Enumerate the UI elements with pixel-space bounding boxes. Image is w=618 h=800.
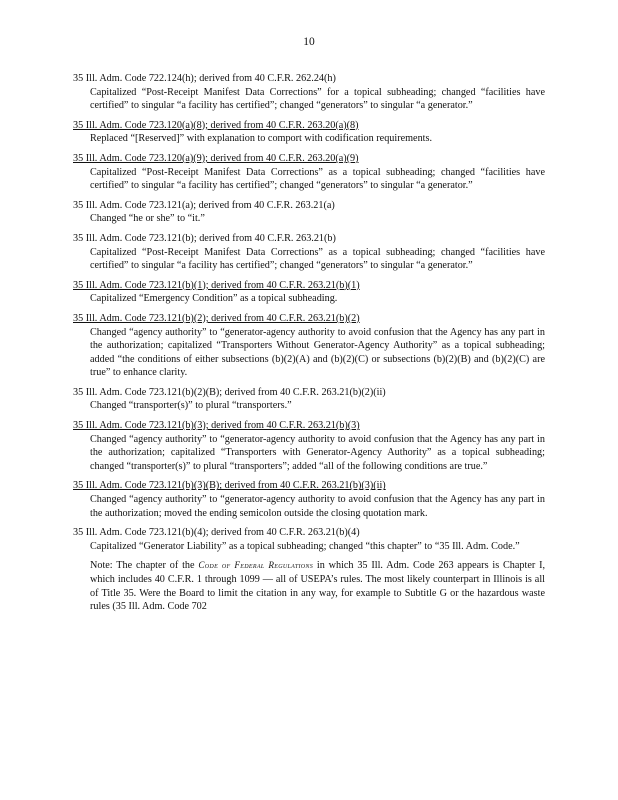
note-paragraph: [73, 559, 545, 613]
entry: [73, 232, 545, 273]
entry-description: Replaced “[Reserved]” with explanation to comport with codification requirements.: [90, 133, 433, 145]
entry-description: Changed “agency authority” to “generator-agency authority to avoid confusion that the Agency has any part in the authorization; moved the ending semicolon outside the closing quotation mark.: [90, 494, 545, 519]
entry-description: Capitalized “Post-Receipt Manifest Data Corrections” as a topical subheading; changed “facilities have certified” to singular “a facility has certified”; changed “generators” to singular “a generator.”: [90, 166, 545, 192]
entry-citation: 35 Ill. Adm. Code 723.121(b)(1); derived from 40 C.F.R. 263.21(b)(1): [73, 279, 360, 291]
note-text: in which 35 Ill. Adm. Code 263 appears is Chapter I, which includes 40 C.F.R. 1 through 1099 — all of USEPA’s rules. The most likely counterpart in Illinois is all of Title 35. Were the Board to limit the citation in any way, for example to Subtitle G or the hazardous waste rules (35 Ill. Adm. Code 702: [90, 560, 546, 613]
entry-citation: 35 Ill. Adm. Code 723.121(b)(2)(B); derived from 40 C.F.R. 263.21(b)(2)(ii): [73, 386, 386, 398]
entry-citation: 35 Ill. Adm. Code 723.121(b)(3); derived from 40 C.F.R. 263.21(b)(3): [73, 420, 360, 432]
entry: [73, 279, 545, 306]
entry-description: Changed “agency authority” to “generator-agency authority to avoid confusion that the Agency has any part in the authorization; capitalized “Transporters Without Generator-Agency Authority” as a topical subheading; added “the conditions of either subsections (b)(2)(A) and (b)(2)(C) or subsections (b)(2)(B) and (b)(2)(C) are true” to enhance clarity.: [90, 326, 545, 379]
entry-description: Capitalized “Post-Receipt Manifest Data Corrections” for a topical subheading; changed “facilities have certified” to singular “a facility has certified”; changed “generators” to singular “a generator.”: [90, 86, 545, 112]
entry-citation: 35 Ill. Adm. Code 723.121(b)(3)(B); derived from 40 C.F.R. 263.21(b)(3)(ii): [73, 480, 386, 492]
entry-description: Capitalized “Post-Receipt Manifest Data Corrections” as a topical subheading; changed “facilities have certified” to singular “a facility has certified”; changed “generators” to singular “a generator.”: [90, 246, 545, 272]
entry-description: Changed “he or she” to “it.”: [90, 213, 205, 225]
page-number: 10: [303, 36, 315, 48]
entry: [73, 72, 545, 113]
entry: [73, 386, 545, 413]
entry-description: Changed “transporter(s)” to plural “transporters.”: [90, 400, 292, 412]
entry-description: Capitalized “Emergency Condition” as a topical subheading.: [90, 293, 338, 305]
entry-description: Changed “agency authority” to “generator-agency authority to avoid confusion that the Agency has any part in the authorization; capitalized “Transporters with Generator-Agency Authority” as a topical subheading; changed “transporter(s)” to plural “transporters”; added “all of the following conditions are true.”: [90, 433, 545, 472]
entry-citation: 35 Ill. Adm. Code 723.121(b)(4); derived from 40 C.F.R. 263.21(b)(4): [73, 527, 360, 539]
entry-citation: 35 Ill. Adm. Code 723.120(a)(9); derived from 40 C.F.R. 263.20(a)(9): [73, 152, 359, 164]
entry-citation: 35 Ill. Adm. Code 723.121(b); derived from 40 C.F.R. 263.21(b): [73, 232, 336, 244]
entry: [73, 312, 545, 380]
entry: [73, 119, 545, 146]
entry: [73, 152, 545, 193]
entry: [73, 419, 545, 473]
entry-citation: 35 Ill. Adm. Code 722.124(h); derived from 40 C.F.R. 262.24(h): [73, 73, 336, 84]
note-prefix: Note: The chapter of the: [90, 560, 195, 572]
entry-citation: 35 Ill. Adm. Code 723.121(a); derived from 40 C.F.R. 263.21(a): [73, 199, 335, 211]
entry: [73, 199, 545, 226]
document-body: [73, 72, 545, 614]
entry-citation: 35 Ill. Adm. Code 723.121(b)(2); derived from 40 C.F.R. 263.21(b)(2): [73, 312, 360, 324]
entry: [73, 526, 545, 553]
entry: [73, 479, 545, 520]
entry-citation: 35 Ill. Adm. Code 723.120(a)(8); derived from 40 C.F.R. 263.20(a)(8): [73, 119, 359, 131]
note-cfr-title: Code of Federal Regulations: [198, 560, 314, 571]
entry-description: Capitalized “Generator Liability” as a topical subheading; changed “this chapter” to “35 Ill. Adm. Code.”: [90, 540, 520, 552]
